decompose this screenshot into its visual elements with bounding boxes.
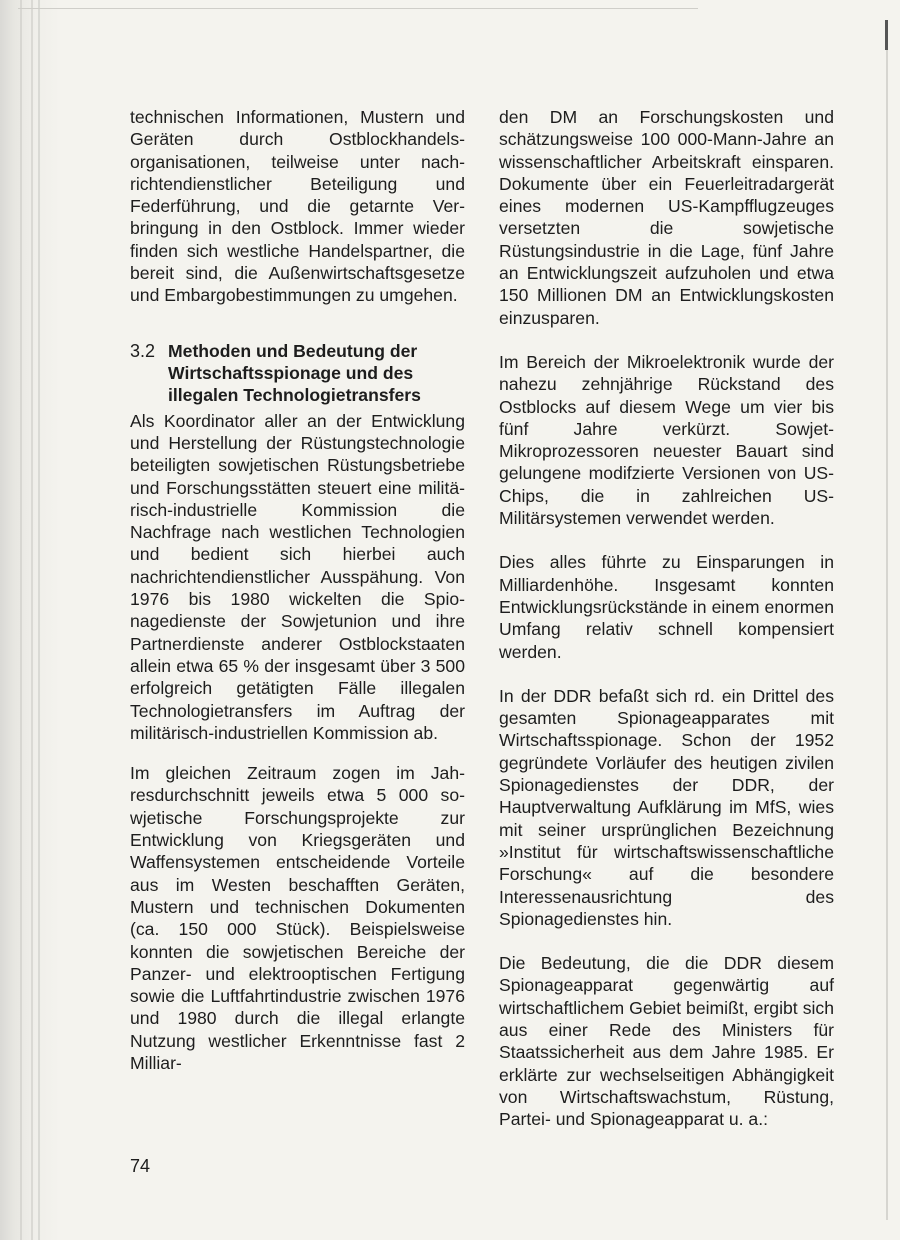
left-paragraph-3: Im gleichen Zeitraum zogen im Jahresdurchschnitt jeweils etwa 5 000 sowjetische Forschungsprojekte zur Entwicklung von Kriegsgeräten und Waffensystemen entscheidende Vorteile aus im Westen beschafften Geräten, Mustern und technischen Dokumenten (ca. 150 000 Stück). Beispielsweise konnten die sowjetischen Bereiche der Panzer- und elektrooptischen Fertigung sowie die Luftfahrtindustrie zwischen 1976 und 1980 durch die illegal erlangte Nutzung westlicher Erkenntnisse fast 2 Milliar- [130,763,465,1073]
section-number: 3.2 [130,340,156,361]
right-paragraph-2: Im Bereich der Mikroelektronik wurde der nahezu zehnjährige Rückstand des Ostblocks auf diesem Wege um vier bis fünf Jahre verkürzt. Sowjet-Mikroprozessoren neuester Bauart sind gelungene modifzierte Versionen von US-Chips, die in zahlreichen US-Militärsystemen verwendet werden. [499,351,834,529]
left-column [130,106,465,1074]
right-paragraph-3: Dies alles führte zu Einsparungen in Milliardenhöhe. Insgesamt konnten Entwicklungsrückstände in einem enormen Umfang relativ schnell kompensiert werden. [499,552,834,662]
scan-binding-shadow [0,0,60,1240]
scan-right-edge [886,20,888,1220]
right-paragraph-4: In der DDR befaßt sich rd. ein Drittel des gesamten Spionageapparates mit Wirtschaftsspionage. Schon der 1952 gegründete Vorläufer des heutigen zivilen Spionagedienstes der DDR, der Hauptverwaltung Aufklärung im MfS, wies mit seiner ursprünglichen Bezeichnung »Institut für wirtschaftswissenschaftliche Forschung« auf die besondere Interessenausrichtung des Spionagedienstes hin. [499,685,834,929]
right-paragraph-5: Die Bedeutung, die die DDR diesem Spionageapparat gegenwärtig auf wirtschaftlichem Gebiet beimißt, ergibt sich aus einer Rede des Ministers für Staatssicherheit aus dem Jahre 1985. Er erklärte zur wechselseitigen Abhängigkeit von Wirtschaftswachstum, Rüstung, Partei- und Spionageapparat u. a.: [499,953,834,1130]
right-paragraph-1: den DM an Forschungskosten und schätzungsweise 100 000-Mann-Jahre an wissenschaftlicher Arbeitskraft einsparen. Dokumente über ein Feuerleitradargerät eines modernen US-Kampfflugzeuges versetzten die sowjetische Rüstungsindustrie in die Lage, fünf Jahre an Entwicklungszeit aufzuholen und etwa 150 Millionen DM an Entwicklungskosten einzusparen. [499,107,834,328]
scan-top-edge [18,8,698,9]
section-heading [130,340,465,406]
left-paragraph-2: Als Koordinator aller an der Entwicklung und Herstellung der Rüstungstechnologie beteiligten sowjetischen Rüstungsbetriebe und Forschungsstätten steuert eine militärisch-industrielle Kommission die Nachfrage nach westlichen Technologien und bedient sich hierbei auch nachrichtendienstlicher Ausspähung. Von 1976 bis 1980 wickelten die Spionagedienste der Sowjetunion und ihre Partnerdienste anderer Ostblockstaaten allein etwa 65 % der insgesamt über 3 500 erfolgreich getätigten Fälle illegalen Technologietransfers im Auftrag der militärisch-industriellen Kommission ab. [130,410,465,743]
left-paragraph-1: technischen Informationen, Mustern und Geräten durch Ostblockhandelsorganisationen, teilweise unter nachrichtendienstlicher Beteiligung und Federführung, und die getarnte Verbringung in den Ostblock. Immer wieder finden sich westliche Handelspartner, die bereit sind, die Außenwirtschaftsgesetze und Embargobestimmungen zu umgehen. [130,107,465,306]
page-number: 74 [130,1156,151,1176]
right-column [499,106,834,1152]
section-title: Methoden und Bedeutung der Wirtschaftsspionage und des illegalen Technologietransfers [168,340,421,405]
